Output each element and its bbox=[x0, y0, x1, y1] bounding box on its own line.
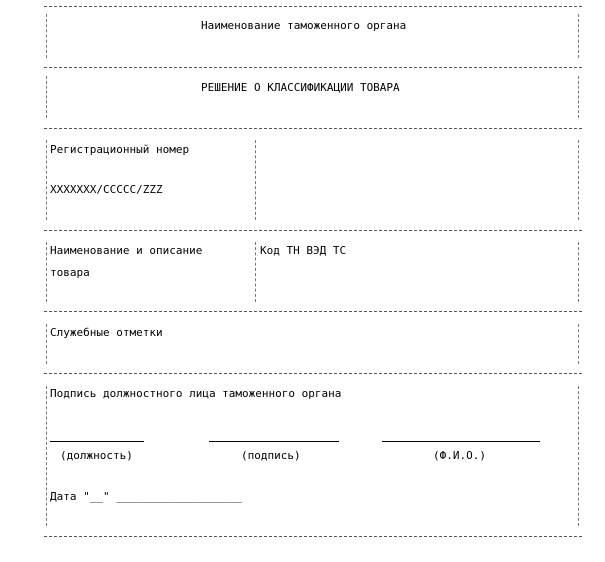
goods-label-line2: товара bbox=[50, 266, 90, 279]
separator-after-title bbox=[44, 128, 582, 129]
hs-code-label: Код ТН ВЭД ТС bbox=[260, 244, 347, 257]
decision-title: РЕШЕНИЕ О КЛАССИФИКАЦИИ ТОВАРА bbox=[201, 81, 400, 94]
fio-line bbox=[382, 441, 540, 442]
registration-number: XXXXXXX/CCCCC/ZZZ bbox=[50, 183, 163, 196]
position-line bbox=[50, 441, 144, 442]
signature-caption: (подпись) bbox=[241, 449, 301, 462]
fio-caption: (Ф.И.О.) bbox=[433, 449, 486, 462]
date-label: Дата "__" ___________________ bbox=[50, 490, 243, 503]
right-border bbox=[578, 386, 579, 526]
left-border bbox=[46, 14, 47, 58]
separator-after-registration bbox=[44, 230, 582, 231]
separator-after-authority bbox=[44, 67, 582, 68]
separator-after-service-marks bbox=[44, 373, 582, 374]
left-border bbox=[46, 242, 47, 302]
right-border bbox=[578, 324, 579, 364]
left-border bbox=[46, 140, 47, 220]
left-border bbox=[46, 324, 47, 364]
separator-bottom bbox=[44, 536, 582, 537]
separator-after-goods bbox=[44, 311, 582, 312]
position-caption: (должность) bbox=[60, 449, 133, 462]
goods-label-line1: Наименование и описание bbox=[50, 244, 203, 257]
separator-top bbox=[44, 6, 582, 7]
service-marks-label: Служебные отметки bbox=[50, 326, 163, 339]
column-divider bbox=[255, 242, 256, 302]
column-divider bbox=[255, 140, 256, 220]
left-border bbox=[46, 386, 47, 526]
customs-authority-name: Наименование таможенного органа bbox=[201, 19, 407, 32]
registration-label: Регистрационный номер bbox=[50, 143, 190, 156]
signature-line bbox=[209, 441, 339, 442]
right-border bbox=[578, 14, 579, 58]
right-border bbox=[578, 140, 579, 220]
right-border bbox=[578, 76, 579, 118]
right-border bbox=[578, 242, 579, 302]
left-border bbox=[46, 76, 47, 118]
signature-label: Подпись должностного лица таможенного органа bbox=[50, 387, 342, 400]
